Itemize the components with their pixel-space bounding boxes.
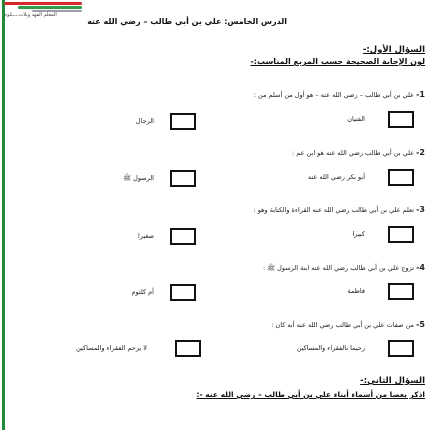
lesson-title: الدرس الخامس: علي بن أبي طالب – رضي الله عنه: [87, 17, 287, 26]
question-5: [271, 320, 425, 329]
logo-bar-red: [4, 2, 82, 5]
section2-title: السؤال الثاني:-: [360, 376, 425, 386]
choice-1a: الفتيان: [347, 115, 365, 123]
question-text: تعلم علي بن أبي طالب رضي الله عنه القراءة والكتابة وهو :: [253, 206, 415, 214]
answer-box-4b[interactable]: [170, 284, 196, 301]
choice-4b: أم كلثوم: [131, 288, 154, 296]
question-number: 3-: [416, 205, 425, 214]
choice-3b: صغيرا: [137, 232, 154, 240]
choice-4a: فاطمة: [347, 287, 365, 295]
question-number: 1-: [416, 90, 425, 99]
question-text: من صفات علي بن أبي طالب رضي الله عنه أنه كان :: [271, 321, 415, 329]
answer-box-2b[interactable]: [170, 170, 196, 187]
choice-5a: رحيما بالفقراء والمساكين: [296, 344, 365, 352]
question-text: علي بن أبي طالب رضي الله عنه هو ابن عم :: [292, 149, 415, 157]
choice-3a: كبيرا: [352, 230, 365, 238]
answer-box-1a[interactable]: [388, 111, 414, 128]
question-4: [263, 263, 425, 274]
choice-1b: الرجال: [135, 117, 154, 125]
question-2: [292, 148, 425, 157]
answer-box-3a[interactable]: [388, 226, 414, 243]
choice-2b: الرسول ﷺ: [123, 174, 154, 182]
question-3: [253, 205, 425, 214]
school-logo: [4, 2, 82, 24]
answer-box-5b[interactable]: [175, 340, 201, 357]
answer-box-2a[interactable]: [388, 169, 414, 186]
choice-2a: أبو بكر رضي الله عنه: [307, 173, 365, 181]
answer-box-3b[interactable]: [170, 228, 196, 245]
question-1: [254, 90, 425, 99]
question-number: 2-: [416, 148, 425, 157]
answer-box-4a[interactable]: [388, 283, 414, 300]
question-text: تزوج علي بن أبي طالب رضي الله عنه ابنة الرسول ﷺ :: [262, 264, 415, 272]
answer-box-5a[interactable]: [388, 340, 414, 357]
page-edge-line: [2, 0, 5, 430]
logo-bar-green: [18, 6, 82, 9]
section1-title: السؤال الأول:-: [362, 45, 425, 55]
answer-box-1b[interactable]: [170, 113, 196, 130]
question-text: علي بن أبي طالب – رضي الله عنه – هو أول من أسلم من :: [253, 91, 415, 99]
section1-instruction: لون الإجابة الصحيحة حسب المربع المناسب:-: [250, 57, 425, 66]
logo-caption: المعلم الفهد ويلات.ـ.ـكوم: [4, 12, 57, 18]
question-number: 4-: [416, 263, 425, 272]
section2-instruction: اذكر بعضا من أسماء أبناء علي بن أبي طالب – رضي الله عنه -:: [196, 390, 425, 399]
question-number: 5-: [416, 320, 425, 329]
choice-5b: لا يرحم الفقراء والمساكين: [76, 344, 147, 352]
